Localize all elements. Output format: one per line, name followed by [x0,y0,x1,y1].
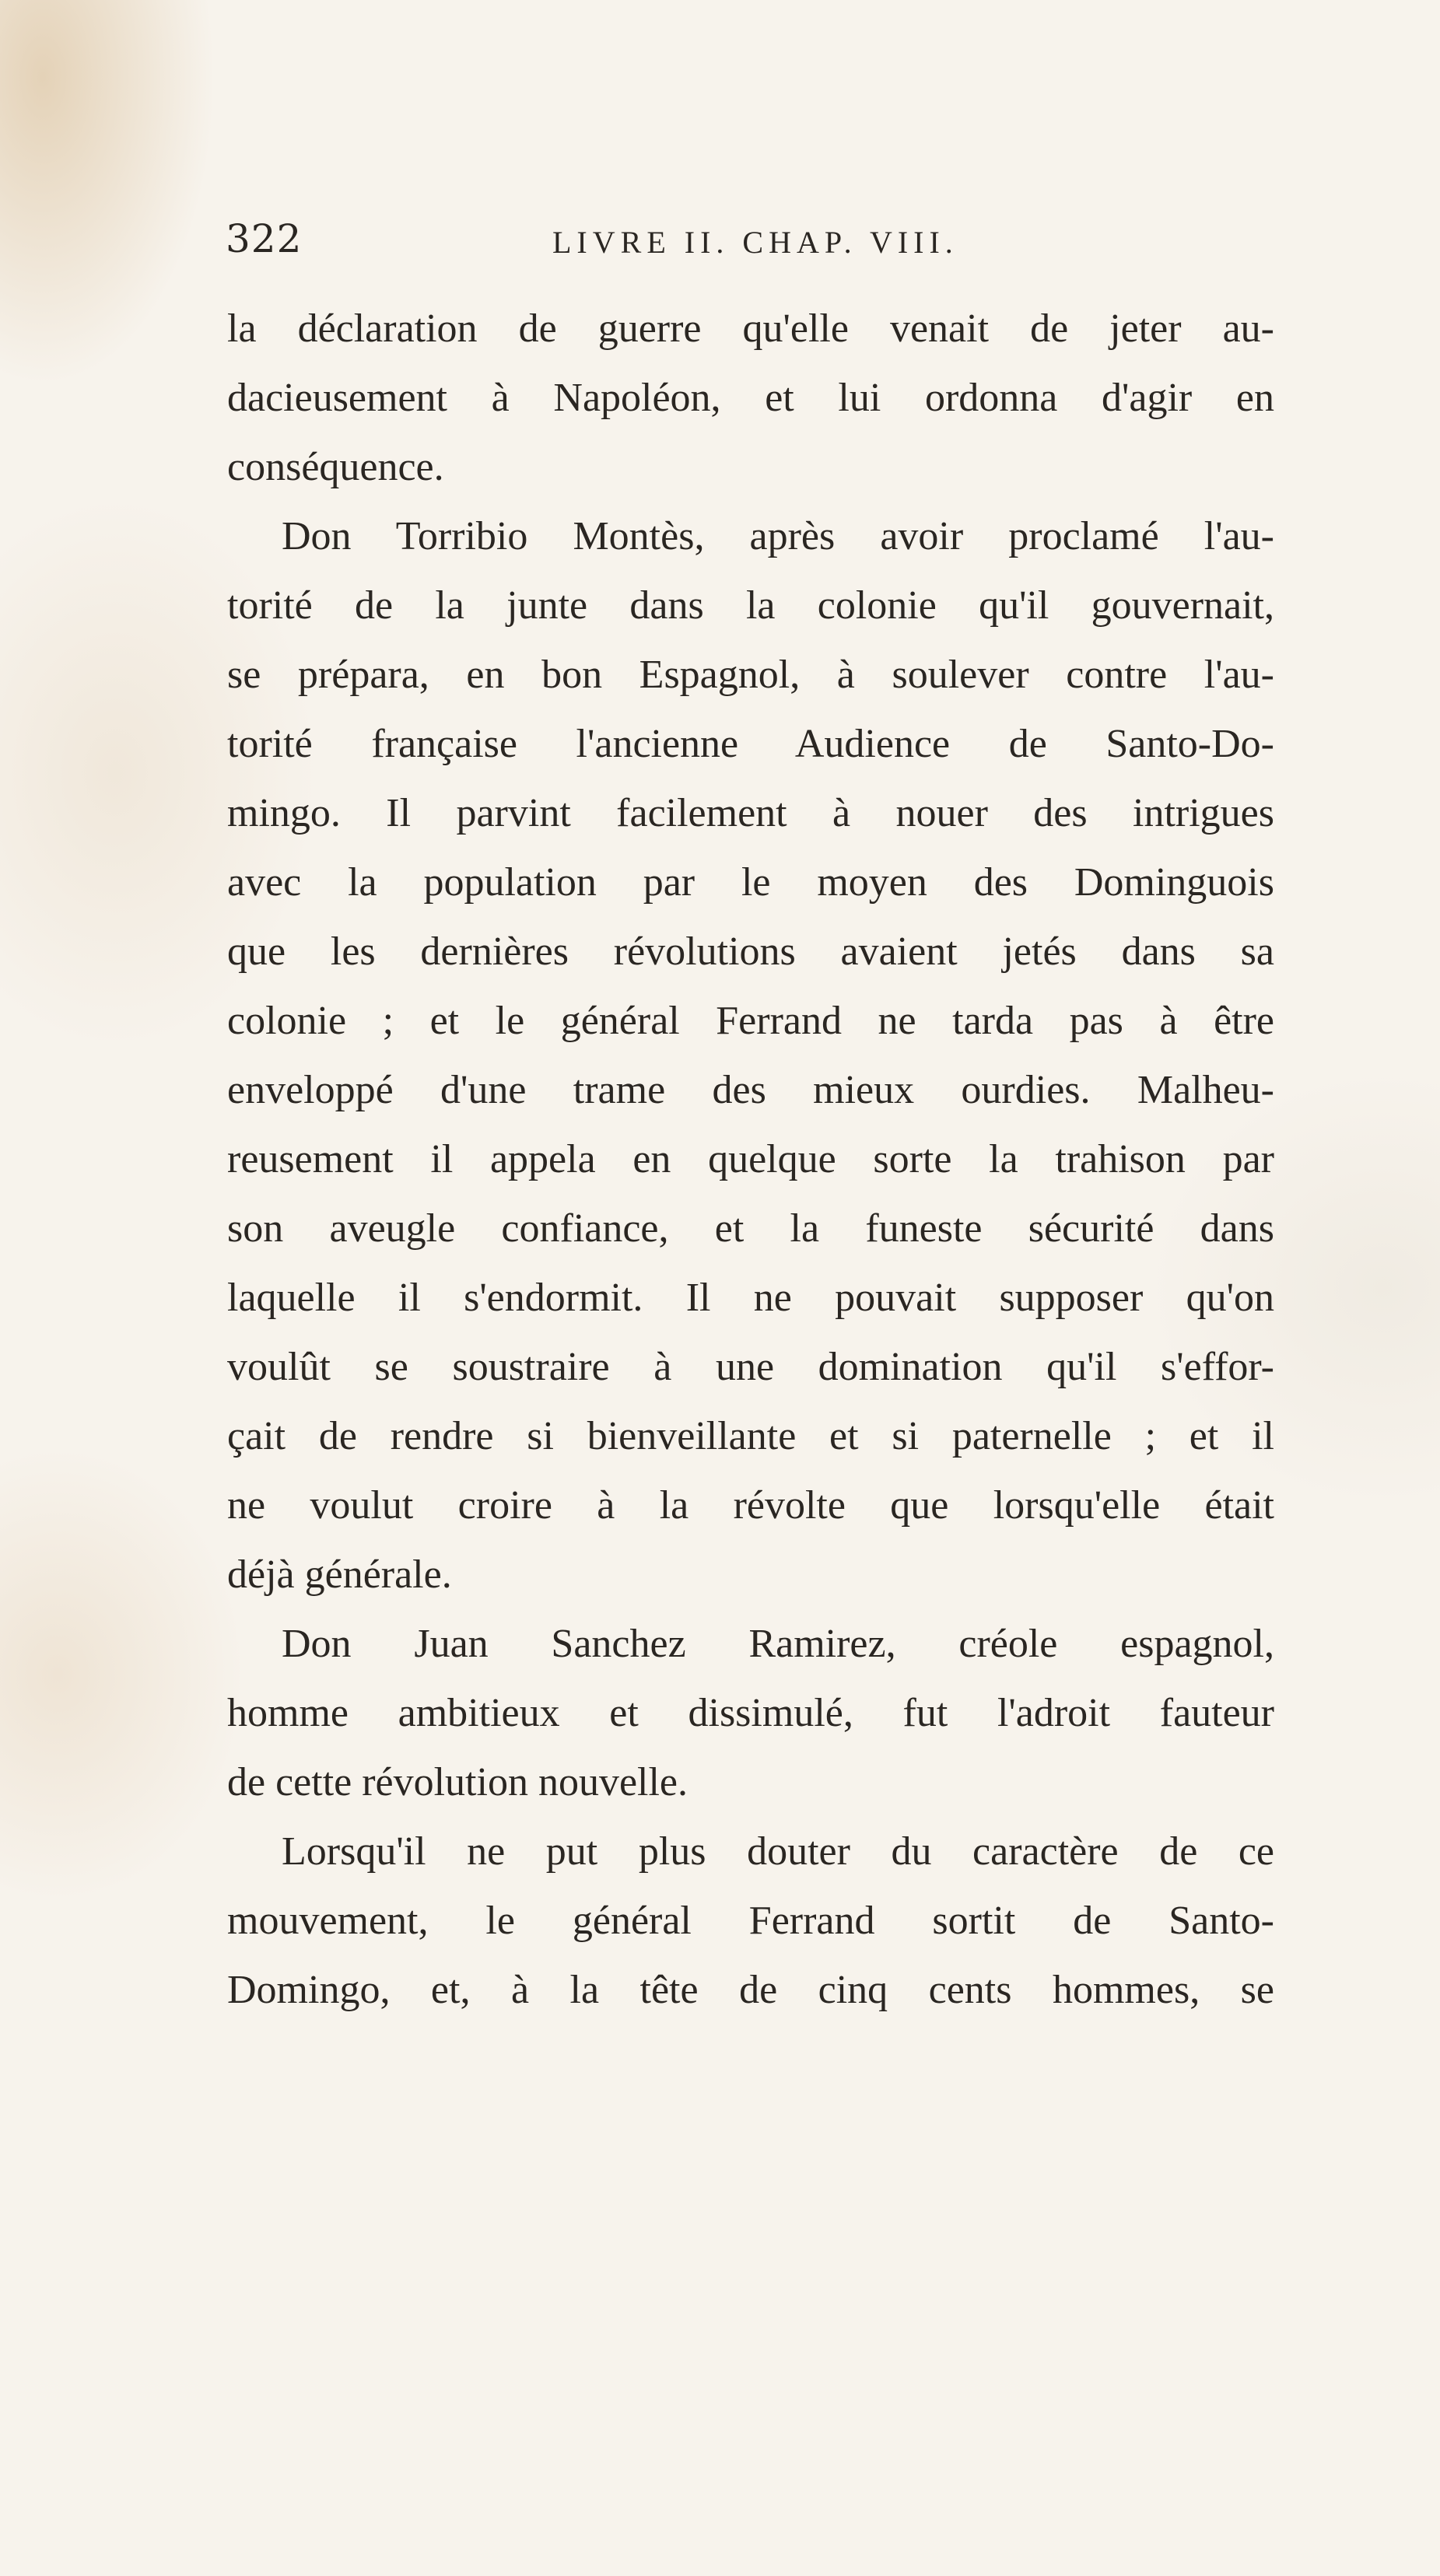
text-line: reusement il appela en quelque sorte la trahison par [227,1137,1274,1181]
text-line: enveloppé d'une trame des mieux ourdies. Malheu- [227,1068,1274,1112]
running-head: LIVRE II. CHAP. VIII. [552,225,958,260]
page-header [226,212,1284,274]
text-line: Domingo, et, à la tête de cinq cents hommes, se [227,1968,1274,2012]
text-line: de cette révolution nouvelle. [227,1760,688,1804]
text-line: homme ambitieux et dissimulé, fut l'adroit fauteur [227,1691,1274,1735]
text-line: la déclaration de guerre qu'elle venait de jeter au- [227,306,1274,351]
text-line: colonie ; et le général Ferrand ne tarda pas à être [227,999,1274,1043]
text-line: mingo. Il parvint facilement à nouer des intrigues [227,791,1274,835]
text-line: voulût se soustraire à une domination qu'il s'effor- [227,1345,1274,1389]
text-line: laquelle il s'endormit. Il ne pouvait supposer qu'on [227,1276,1274,1320]
text-line: Don Juan Sanchez Ramirez, créole espagnol, [282,1622,1274,1666]
text-line: que les dernières révolutions avaient jetés dans sa [227,929,1274,974]
text-line: Lorsqu'il ne put plus douter du caractère de ce [282,1829,1274,1874]
text-line: Don Torribio Montès, après avoir proclamé l'au- [282,514,1274,558]
text-line: torité française l'ancienne Audience de Santo-Do- [227,722,1274,766]
text-line: mouvement, le général Ferrand sortit de Santo- [227,1899,1274,1943]
text-line: dacieusement à Napoléon, et lui ordonna d'agir en [227,376,1274,420]
text-line: avec la population par le moyen des Dominguois [227,860,1274,905]
text-line: déjà générale. [227,1552,452,1597]
text-line: torité de la junte dans la colonie qu'il gouvernait, [227,583,1274,628]
body-text [227,294,1274,2025]
text-line: ne voulut croire à la révolte que lorsqu'elle était [227,1483,1274,1528]
text-line: se prépara, en bon Espagnol, à soulever contre l'au- [227,653,1274,697]
text-line: son aveugle confiance, et la funeste sécurité dans [227,1206,1274,1251]
page-number: 322 [226,216,303,261]
text-line: conséquence. [227,445,444,489]
text-line: çait de rendre si bienveillante et si paternelle ; et il [227,1414,1274,1458]
